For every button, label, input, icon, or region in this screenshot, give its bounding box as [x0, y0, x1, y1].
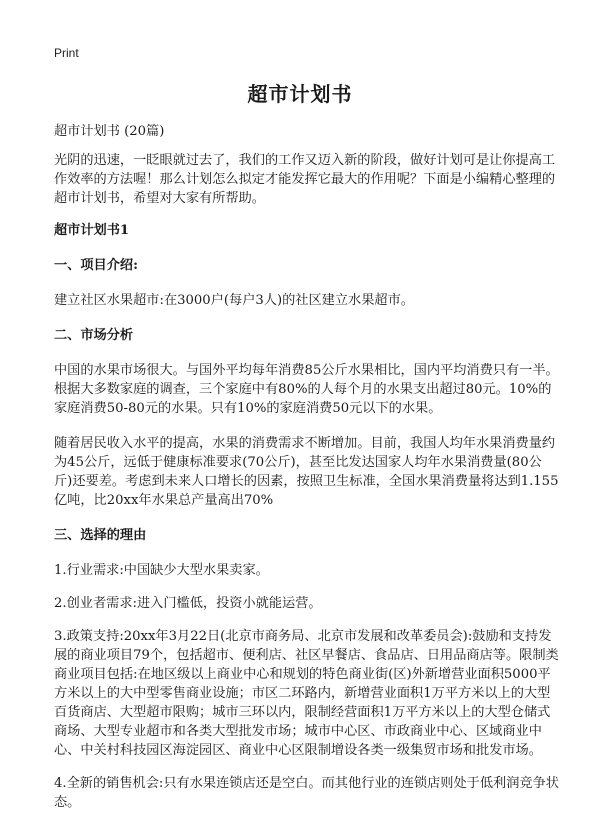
reason-item-4: 4.全新的销售机会:只有水果连锁店还是空白。而其他行业的连锁店则处于低利润竞争状态。	[54, 776, 559, 810]
reason-item-2: 2.创业者需求:进入门槛低，投资小就能运营。	[54, 596, 322, 611]
section-project-intro-text: 建立社区水果超市:在3000户(每户3人)的社区建立水果超市。	[54, 293, 414, 308]
reason-item-1: 1.行业需求:中国缺少大型水果卖家。	[54, 563, 269, 578]
market-analysis-paragraph-1: 中国的水果市场很大。与国外平均每年消费85公斤水果相比，国内平均消费只有一半。根据大多数家庭的调查，三个家庭中有80%的人每个月的水果支出超过80元。10%的家庭消费50-80元的水果。只有10%的家庭消费50元以下的水果。	[54, 363, 559, 416]
intro-paragraph: 光阴的迅速，一眨眼就过去了，我们的工作又迈入新的阶段，做好计划可是让你提高工作效率的方法喔！那么计划怎么拟定才能发挥它最大的作用呢？下面是小编精心整理的超市计划书，希望对大家有所帮助。	[54, 153, 556, 206]
page-title: 超市计划书	[247, 82, 353, 106]
section-reasons-title: 三、选择的理由	[54, 528, 147, 543]
plan-heading: 超市计划书1	[54, 223, 130, 238]
reason-item-3: 3.政策支持:20xx年3月22日(北京市商务局、北京市发展和改革委员会):鼓励和支持发展的商业项目79个，包括超市、便利店、社区早餐店、食品店、日用品商店等。限制类商业项目包括:在地区级以上商业中心和规划的特色商业街(区)外新增营业面积5000平方米以上的大中型零售商业设施；市区二环路内，新增营业面积1万平方米以上的大型百货商店、大型超市限购；城市三环以内，限制经营面积1万平方米以上的大型仓储式商场、大型专业超市和各类大型批发市场；城市中心区、市政商业中心、区域商业中心、中关村科技园区海淀园区、商业中心区限制增设各类一级集贸市场和批发市场。	[54, 629, 559, 758]
print-link[interactable]: Print	[54, 46, 79, 60]
section-market-analysis-title: 二、市场分析	[54, 328, 134, 343]
document-subtitle: 超市计划书 (20篇)	[54, 124, 165, 139]
market-analysis-paragraph-2: 随着居民收入水平的提高，水果的消费需求不断增加。目前，我国人均年水果消费量约为45公斤，远低于健康标准要求(70公斤)，甚至比发达国家人均年水果消费量(80公斤)还要差。考虑到未来人口增长的因素，按照卫生标准，全国水果消费量将达到1.155亿吨，比20xx年水果总产量高出70%	[54, 436, 559, 508]
section-project-intro-title: 一、项目介绍:	[54, 258, 138, 273]
document-body	[54, 122, 560, 828]
